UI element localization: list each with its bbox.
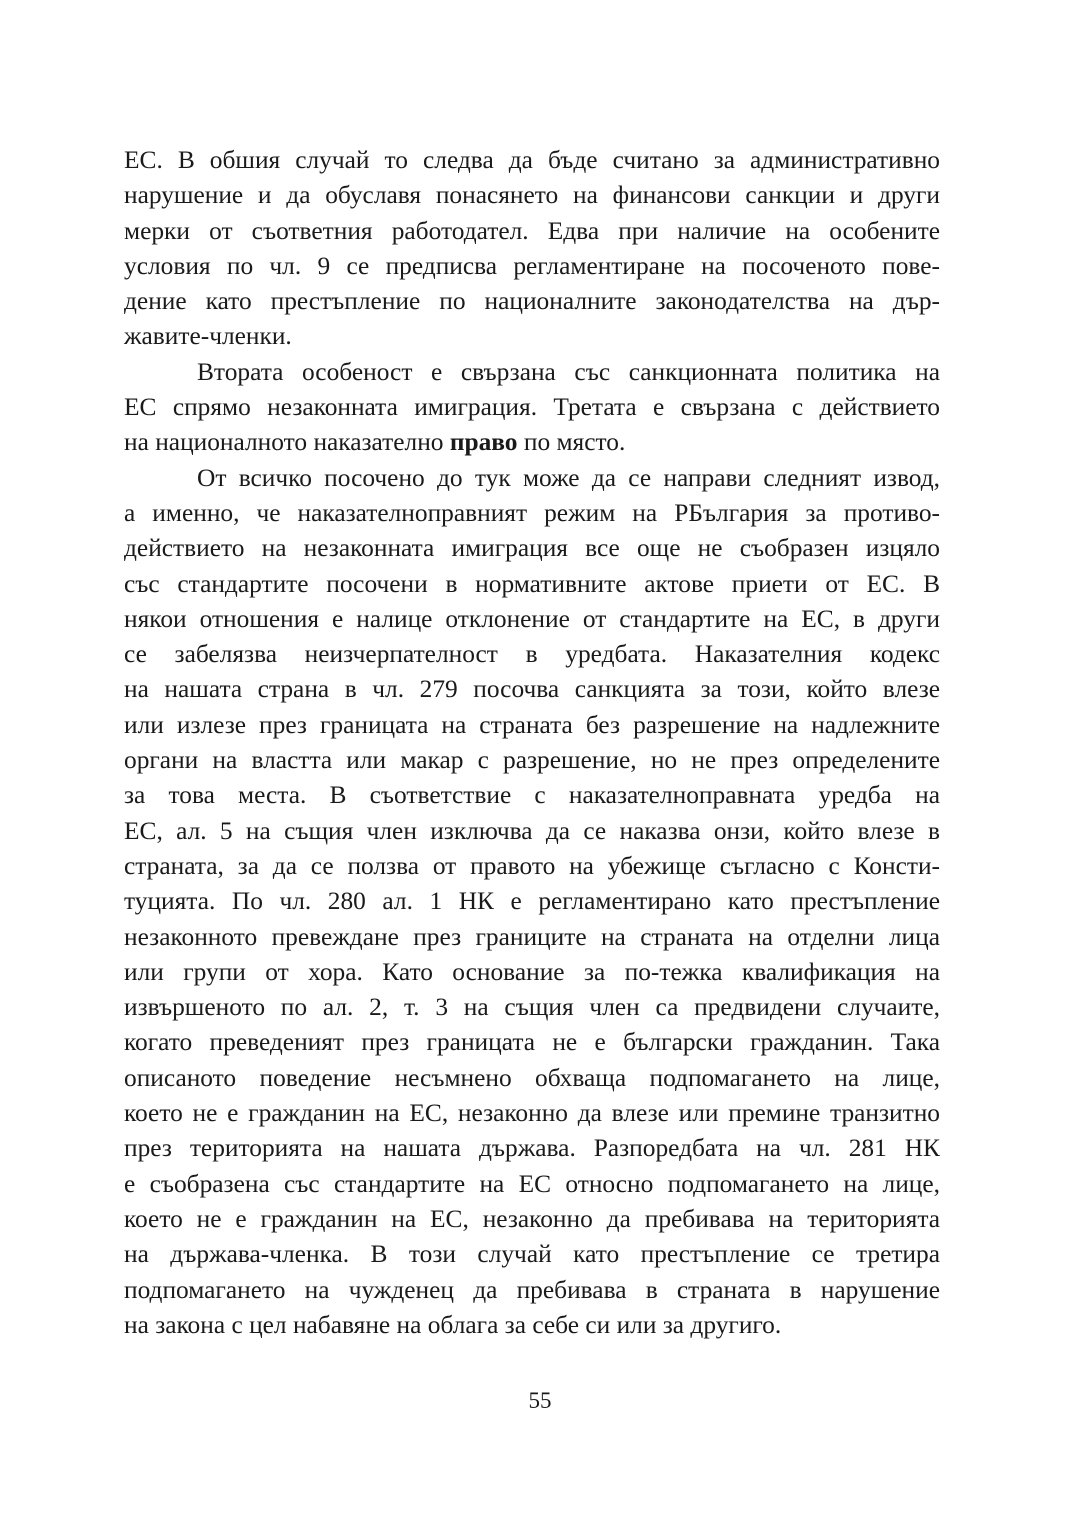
body-text: [124, 143, 940, 1343]
bold-word: право: [449, 428, 518, 457]
text-line: на закона с цел набавяне на облага за себе си или за другиго.: [124, 1310, 782, 1339]
text-line: туцията. По чл. 280 ал. 1 НК е регламентирано като престъпление: [124, 887, 940, 916]
text-line: през територията на нашата държава. Разпоредбата на чл. 281 НК: [124, 1134, 940, 1163]
text-line: От всичко посочено до тук може да се направи следният извод,: [197, 463, 940, 492]
paragraph-2: [124, 355, 940, 461]
text-line: страната, за да се ползва от правото на убежище съгласно с Консти-: [124, 851, 940, 880]
text-line: се забелязва неизчерпателност в уредбата. Наказателния кодекс: [124, 640, 940, 669]
text-line: на държава-членка. В този случай като престъпление се третира: [124, 1240, 940, 1269]
text-line: подпомагането на чужденец да пребивава в страната в нарушение: [124, 1275, 940, 1304]
text-line: условия по чл. 9 се предписва регламентиране на посоченото пове-: [124, 251, 940, 280]
text-line: което не е гражданин на ЕС, незаконно да влезе или премине транзитно: [124, 1099, 940, 1128]
text-line: незаконното превеждане през границите на страната на отделни лица: [124, 922, 940, 951]
text-line: което не е гражданин на ЕС, незаконно да пребивава на територията: [124, 1204, 940, 1233]
text-line: за това места. В съответствие с наказателноправната уредба на: [124, 781, 940, 810]
text-line: или групи от хора. Като основание за по-тежка квалификация на: [124, 957, 940, 986]
paragraph-1: [124, 143, 940, 355]
text-line: със стандартите посочени в нормативните актове приети от ЕС. В: [124, 569, 940, 598]
text-line: ЕС. В обшия случай то следва да бъде считано за административно: [124, 146, 940, 174]
text-line: нарушение и да обуславя понасянето на финансови санкции и други: [124, 181, 940, 210]
page-number: 55: [528, 1388, 552, 1413]
text-run: по място.: [517, 428, 626, 457]
text-line: извършеното по ал. 2, т. 3 на същия член са предвидени случаите,: [124, 993, 940, 1022]
text-line: мерки от съответния работодател. Едва при наличие на особените: [124, 216, 940, 245]
text-line: или излезе през границата на страната без разрешение на надлежните: [124, 710, 940, 739]
text-line: дение като престъпление по националните законодателства на дър-: [124, 287, 940, 316]
text-line: действието на незаконната имиграция все още не съобразен изцяло: [124, 534, 940, 563]
text-run: на националното наказателно: [124, 428, 450, 457]
text-line: на нашата страна в чл. 279 посочва санкцията за този, който влезе: [124, 675, 940, 704]
text-line: е съобразена със стандартите на ЕС относно подпомагането на лице,: [124, 1169, 940, 1198]
text-line: ЕС, ал. 5 на същия член изключва да се наказва онзи, който влезе в: [124, 816, 940, 845]
text-line: органи на властта или макар с разрешение, но не през определените: [124, 746, 940, 775]
text-line: жавите-членки.: [124, 322, 292, 351]
text-line-with-bold: [124, 425, 940, 460]
text-line: ЕС спрямо незаконната имиграция. Третата е свързана с действието: [124, 393, 940, 422]
text-line: а именно, че наказателноправният режим на РБългария за противо-: [124, 498, 940, 527]
text-line: описаното поведение несъмнено обхваща подпомагането на лице,: [124, 1063, 940, 1092]
paragraph-3: [124, 461, 940, 1343]
text-line: когато преведеният през границата не е български гражданин. Така: [124, 1028, 940, 1057]
text-line: някои отношения е налице отклонение от стандартите на ЕС, в други: [124, 604, 940, 633]
text-line: Втората особеност е свързана със санкционната политика на: [197, 357, 940, 386]
